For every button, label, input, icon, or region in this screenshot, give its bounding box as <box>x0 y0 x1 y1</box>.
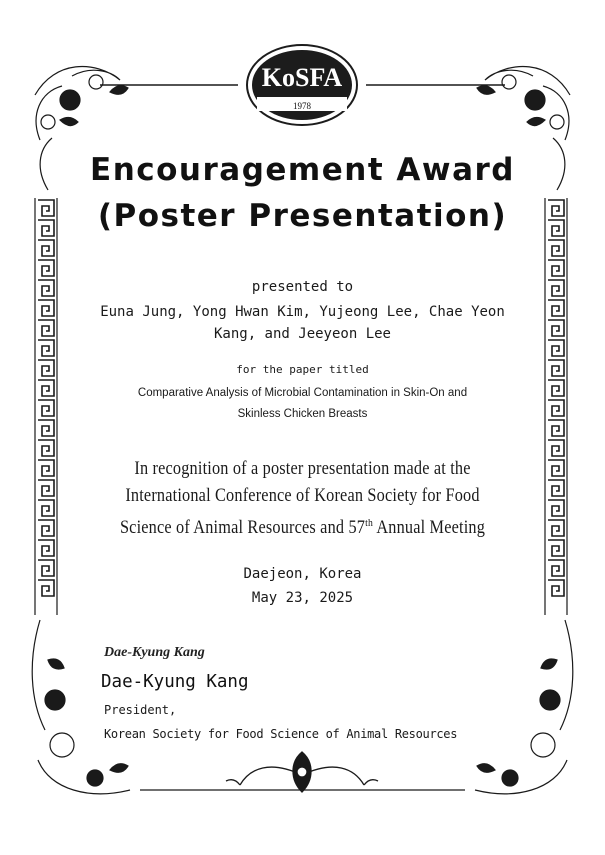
greek-key-segment <box>38 380 54 396</box>
paper-title-line-2: Skinless Chicken Breasts <box>237 408 368 420</box>
corner-ornament-bottom-right <box>475 620 573 794</box>
paper-title-line-1: Comparative Analysis of Microbial Contamination in Skin-On and <box>137 387 468 399</box>
event-location: Daejeon, Korea <box>243 566 362 582</box>
greek-key-segment <box>38 300 54 316</box>
signatory-name: Dae-Kyung Kang <box>101 672 249 692</box>
greek-key-segment <box>548 420 564 436</box>
handwritten-signature: Dae-Kyung Kang <box>104 645 205 660</box>
recognition-line-1: In recognition of a poster presentation made at the <box>134 459 471 479</box>
recipient-names-line-1: Euna Jung, Yong Hwan Kim, Yujeong Lee, Chae Yeon <box>100 304 505 320</box>
greek-key-segment <box>38 260 54 276</box>
greek-key-segment <box>548 560 564 576</box>
greek-key-segment <box>38 580 54 596</box>
recognition-line-3 <box>80 510 524 542</box>
recipient-names <box>60 301 545 345</box>
recognition-statement <box>80 456 524 542</box>
greek-key-segment <box>38 280 54 296</box>
greek-key-segment <box>548 480 564 496</box>
greek-key-segment <box>38 440 54 456</box>
kosfa-logo <box>245 43 359 127</box>
greek-key-segment <box>38 220 54 236</box>
logo-year: 1978 <box>293 101 311 111</box>
greek-key-segment <box>548 200 564 216</box>
greek-key-segment <box>548 440 564 456</box>
ordinal-suffix: th <box>365 517 373 529</box>
recipient-names-line-2: Kang, and Jeeyeon Lee <box>213 326 391 342</box>
greek-key-segment <box>548 380 564 396</box>
paper-intro-label: for the paper titled <box>236 363 369 376</box>
bottom-center-ornament <box>226 752 378 792</box>
greek-key-segment <box>38 560 54 576</box>
greek-key-segment <box>548 580 564 596</box>
greek-key-segment <box>548 540 564 556</box>
greek-key-segment <box>38 540 54 556</box>
signatory-title: President, <box>104 703 177 717</box>
greek-key-segment <box>548 220 564 236</box>
presented-to-label: presented to <box>251 279 354 295</box>
greek-key-border-right <box>545 198 567 615</box>
paper-title <box>60 383 545 425</box>
greek-key-segment <box>548 520 564 536</box>
greek-key-segment <box>548 400 564 416</box>
greek-key-segment <box>548 360 564 376</box>
signatory-organization: Korean Society for Food Science of Animal Resources <box>104 727 458 741</box>
greek-key-segment <box>548 260 564 276</box>
greek-key-segment <box>38 420 54 436</box>
greek-key-segment <box>38 460 54 476</box>
greek-key-segment <box>548 320 564 336</box>
award-subtitle: (Poster Presentation) <box>97 198 508 234</box>
greek-key-segment <box>38 200 54 216</box>
award-title: Encouragement Award <box>90 152 515 188</box>
greek-key-segment <box>548 340 564 356</box>
greek-key-segment <box>548 460 564 476</box>
event-date: May 23, 2025 <box>251 590 354 606</box>
logo-wordmark: KoSFA <box>261 63 343 92</box>
greek-key-segment <box>548 500 564 516</box>
greek-key-segment <box>548 280 564 296</box>
greek-key-segment <box>38 400 54 416</box>
greek-key-segment <box>38 480 54 496</box>
greek-key-segment <box>38 520 54 536</box>
greek-key-segment <box>38 360 54 376</box>
recognition-line-2: International Conference of Korean Society for Food <box>125 486 480 506</box>
greek-key-border-left <box>35 198 57 615</box>
greek-key-segment <box>38 500 54 516</box>
recognition-line-3-end: Annual Meeting <box>372 518 486 539</box>
greek-key-segment <box>38 340 54 356</box>
recognition-line-3-start: Science of Animal Resources and 57 <box>119 518 366 539</box>
greek-key-segment <box>548 240 564 256</box>
greek-key-segment <box>38 240 54 256</box>
greek-key-segment <box>548 300 564 316</box>
greek-key-segment <box>38 320 54 336</box>
